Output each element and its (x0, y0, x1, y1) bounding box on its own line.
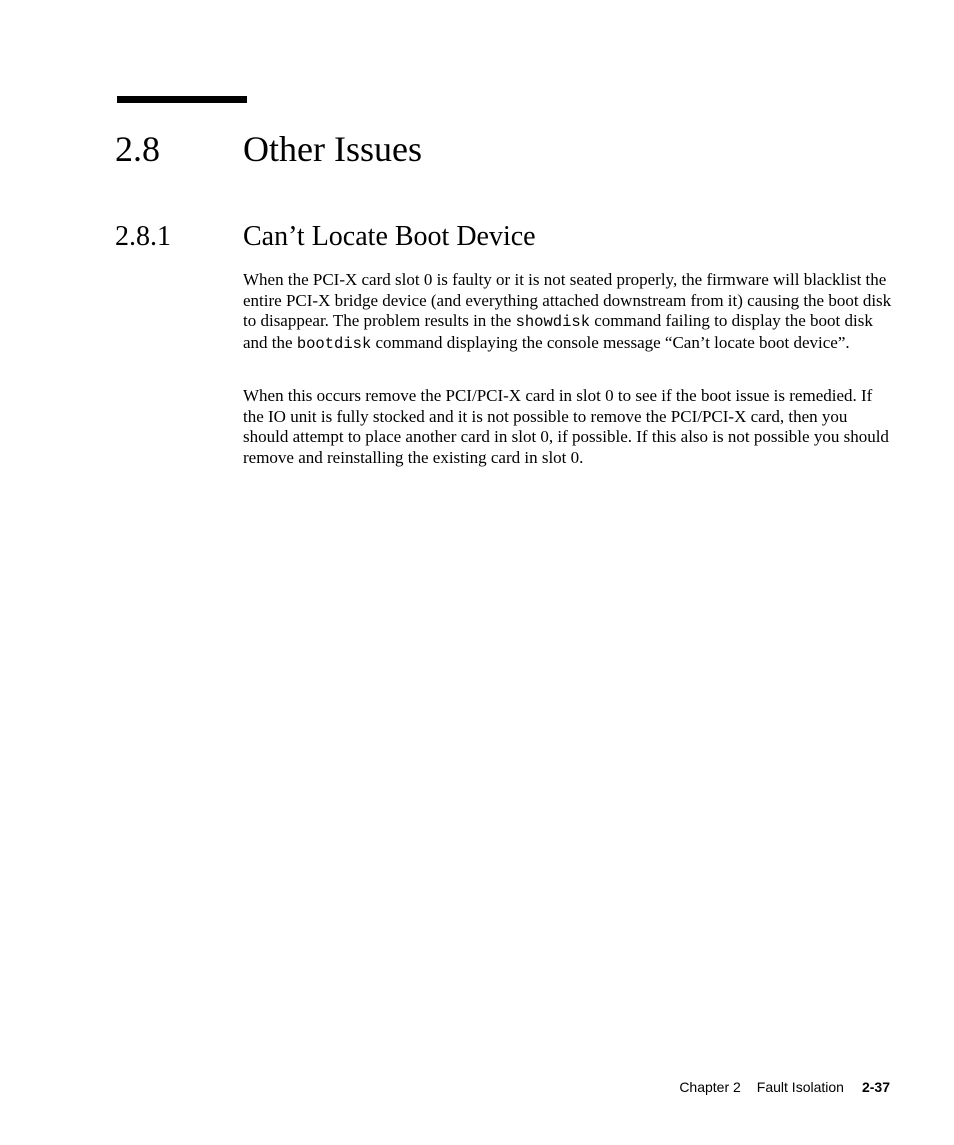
footer-page-number: 2-37 (861, 1079, 890, 1095)
paragraph-text-part1: When the PCI-X card slot 0 is faulty or it is not seated properly, the firmware will blacklist the entire PCI-X bridge device (and everything attached downstream from it) causing the boot disk to disappear. The problem results in the (243, 270, 892, 330)
section-title: Other Issues (243, 129, 422, 169)
section-number: 2.8 (115, 129, 160, 169)
subsection-number: 2.8.1 (115, 221, 171, 252)
footer-section-name: Fault Isolation (756, 1079, 844, 1095)
paragraph-text-part3: command displaying the console message “Can’t locate boot device”. (371, 332, 850, 352)
paragraph-text-part2: command failing to display the boot disk and the (243, 311, 873, 352)
page-footer (679, 1078, 890, 1096)
footer-chapter: Chapter 2 (679, 1079, 741, 1095)
paragraph-boot-device-cause (243, 270, 893, 354)
section-rule-bar (117, 96, 247, 103)
code-bootdisk: bootdisk (296, 334, 372, 353)
paragraph-remedy: When this occurs remove the PCI/PCI-X card in slot 0 to see if the boot issue is remedied. If the IO unit is fully stocked and it is not possible to remove the PCI/PCI-X card, then you should attempt to place another card in slot 0, if possible. If this also is not possible you should remove and reinstalling the existing card in slot 0. (243, 386, 889, 467)
subsection-title: Can’t Locate Boot Device (243, 221, 536, 252)
code-showdisk: showdisk (515, 313, 590, 331)
